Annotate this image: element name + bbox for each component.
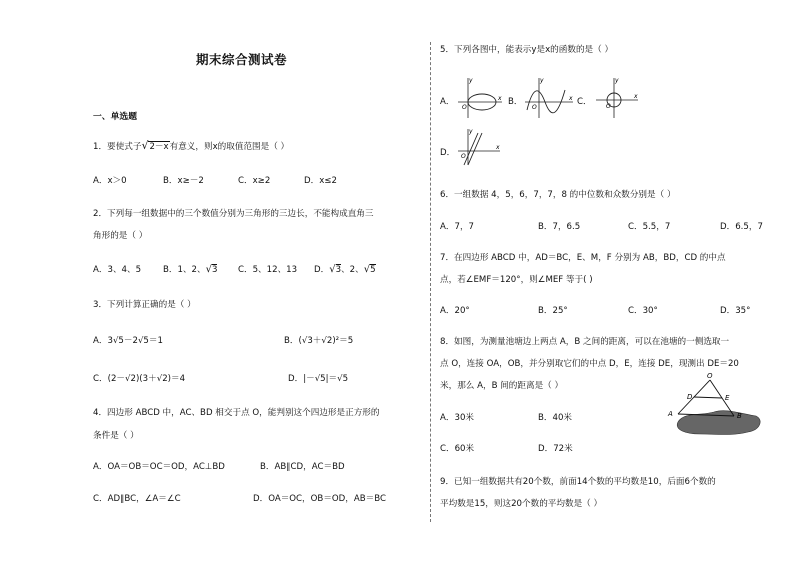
q7-option-d: D．35°	[720, 306, 751, 316]
q2-option-c: C．5、12、13	[238, 265, 298, 275]
q4-stem-line2: 条件是（ ）	[93, 431, 139, 441]
q2-stem-line2: 角形的是（ ）	[93, 231, 148, 241]
svg-text:B: B	[737, 412, 742, 420]
q8-stem-line1: 8．如图，为测量池塘边上两点 A，B 之间的距离，可以在池塘的一侧选取一	[440, 337, 730, 347]
q4-option-b: B．AB∥CD，AC＝BD	[260, 462, 345, 472]
q8-pond-figure	[664, 372, 768, 438]
q5-option-a-label: A．	[440, 97, 455, 107]
q1-option-b: B．x≥－2	[163, 176, 204, 186]
q8-option-d: D．72米	[538, 444, 573, 454]
q3-option-a: A．3√5－2√5＝1	[93, 336, 163, 346]
q1-option-d: D．x≤2	[304, 176, 337, 186]
column-divider	[430, 42, 431, 522]
section-heading: 一、单选题	[93, 112, 137, 122]
q3-option-d: D．|－√5|＝√5	[288, 374, 349, 384]
q5-graph-a	[456, 76, 504, 120]
q5-option-b-label: B．	[508, 97, 523, 107]
svg-text:x: x	[496, 144, 500, 151]
q4-stem-line1: 4．四边形 ABCD 中，AC、BD 相交于点 O，能判别这个四边形是正方形的	[93, 408, 380, 418]
svg-text:O: O	[461, 153, 466, 160]
q4-option-a: A．OA＝OB＝OC＝OD，AC⊥BD	[93, 462, 225, 472]
q4-option-c: C．AD∥BC，∠A＝∠C	[93, 494, 181, 504]
svg-text:x: x	[634, 93, 638, 100]
q8-stem-line2: 点 O，连接 OA，OB，并分别取它们的中点 D，E，连接 DE，现测出 DE＝20	[440, 359, 739, 369]
q5-option-d-label: D．	[440, 148, 456, 158]
svg-text:O: O	[532, 104, 537, 111]
q2-option-d: D．√3、2、√5	[314, 264, 376, 275]
svg-text:y: y	[469, 77, 473, 84]
q8-option-b: B．40米	[538, 413, 573, 423]
svg-text:y: y	[469, 128, 473, 135]
q8-stem-line3: 米，那么 A，B 间的距离是（ ）	[440, 381, 564, 391]
svg-text:y: y	[540, 77, 544, 84]
q1-stem: 1．要使式子√2－x有意义，则x的取值范围是（ ）	[93, 139, 290, 152]
svg-text:x: x	[498, 95, 502, 102]
q5-option-c-label: C．	[577, 97, 592, 107]
q1-radicand: 2－x	[149, 142, 169, 152]
page-title: 期末综合测试卷	[196, 52, 288, 67]
q6-option-c: C．5.5，7	[628, 222, 671, 232]
svg-text:x: x	[569, 95, 573, 102]
q2-option-b: B．1、2、√3	[163, 264, 218, 275]
q1-option-c: C．x≥2	[238, 176, 271, 186]
svg-text:O: O	[606, 103, 611, 110]
q7-stem-line2: 点，若∠EMF＝120°，则∠MEF 等于( )	[440, 275, 593, 285]
q6-option-b: B．7，6.5	[538, 222, 581, 232]
q5-graph-d	[456, 127, 504, 167]
q4-option-d: D．OA＝OC，OB＝OD，AB＝BC	[253, 494, 386, 504]
q7-option-b: B．25°	[538, 306, 568, 316]
q7-option-c: C．30°	[628, 306, 658, 316]
q5-graph-b	[523, 76, 575, 120]
q3-option-b: B．(√3＋√2)²＝5	[284, 336, 354, 346]
svg-text:O: O	[462, 104, 467, 111]
q6-option-d: D．6.5，7	[720, 222, 763, 232]
q1-option-a: A．x＞0	[93, 176, 127, 186]
q8-option-a: A．30米	[440, 413, 475, 423]
q6-stem: 6．一组数据 4，5，6，7，7，8 的中位数和众数分别是（ ）	[440, 190, 676, 200]
q2-stem-line1: 2．下列每一组数据中的三个数值分别为三角形的三边长，不能构成直角三	[93, 209, 374, 219]
svg-text:A: A	[668, 410, 673, 418]
q7-stem-line1: 7．在四边形 ABCD 中，AD＝BC，E、M，F 分别为 AB，BD，CD 的中点	[440, 253, 726, 263]
sqrt-sign: √	[141, 139, 149, 152]
q9-stem-line1: 9．已知一组数据共有20个数，前面14个数的平均数是10，后面6个数的	[440, 477, 716, 487]
q7-option-a: A．20°	[440, 306, 470, 316]
q9-stem-line2: 平均数是15，则这20个数的平均数是（ ）	[440, 499, 603, 509]
q3-option-c: C．(2－√2)(3＋√2)＝4	[93, 374, 186, 384]
svg-text:y: y	[615, 77, 619, 84]
q3-stem: 3．下列计算正确的是（ ）	[93, 300, 196, 310]
q2-option-a: A．3、4、5	[93, 265, 142, 275]
q8-option-c: C．60米	[440, 444, 475, 454]
svg-text:O: O	[707, 372, 713, 380]
q5-stem: 5．下列各图中，能表示y是x的函数的是（ ）	[440, 45, 614, 55]
svg-text:D: D	[687, 393, 693, 401]
q5-graph-c	[594, 76, 640, 120]
q6-option-a: A．7，7	[440, 222, 475, 232]
svg-text:E: E	[725, 394, 730, 402]
